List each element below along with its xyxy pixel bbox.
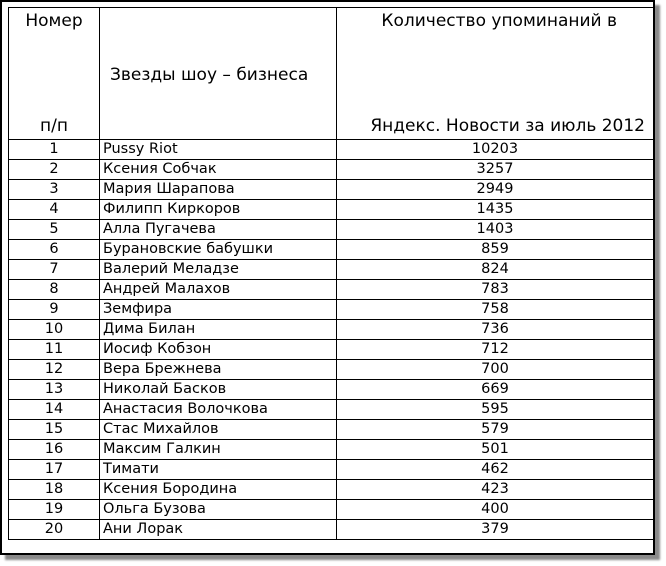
- table-row: [9, 260, 654, 280]
- mention-count: 10203: [337, 140, 654, 160]
- header-mentions-bottom: Яндекс. Новости за июль 2012: [370, 116, 645, 136]
- row-number: 20: [9, 520, 100, 540]
- header-row: [9, 8, 654, 140]
- table-row: [9, 440, 654, 460]
- header-stars: [100, 8, 337, 140]
- table-row: [9, 340, 654, 360]
- mention-count: 824: [337, 260, 654, 280]
- mention-count: 579: [337, 420, 654, 440]
- star-name: Земфира: [100, 300, 337, 320]
- table-row: [9, 360, 654, 380]
- mention-count: 783: [337, 280, 654, 300]
- row-number: 4: [9, 200, 100, 220]
- table-row: [9, 400, 654, 420]
- table-row: [9, 320, 654, 340]
- row-number: 14: [9, 400, 100, 420]
- row-number: 1: [9, 140, 100, 160]
- table-row: [9, 460, 654, 480]
- star-name: Ани Лорак: [100, 520, 337, 540]
- row-number: 7: [9, 260, 100, 280]
- mention-count: 669: [337, 380, 654, 400]
- row-number: 11: [9, 340, 100, 360]
- row-number: 10: [9, 320, 100, 340]
- mention-count: 379: [337, 520, 654, 540]
- star-name: Вера Брежнева: [100, 360, 337, 380]
- header-mentions-top: Количество упоминаний в: [381, 11, 617, 31]
- header-mentions: [337, 8, 654, 140]
- table-row: [9, 520, 654, 540]
- table-row: [9, 140, 654, 160]
- mention-count: 2949: [337, 180, 654, 200]
- row-number: 16: [9, 440, 100, 460]
- mention-count: 462: [337, 460, 654, 480]
- mention-count: 859: [337, 240, 654, 260]
- header-number-bottom: п/п: [40, 116, 68, 136]
- header-stars-label: Звезды шоу – бизнеса: [110, 65, 309, 85]
- star-name: Ольга Бузова: [100, 500, 337, 520]
- mention-count: 1435: [337, 200, 654, 220]
- star-name: Мария Шарапова: [100, 180, 337, 200]
- header-number-top: Номер: [25, 11, 83, 31]
- table-row: [9, 420, 654, 440]
- star-name: Алла Пугачева: [100, 220, 337, 240]
- table-row: [9, 160, 654, 180]
- mention-count: 700: [337, 360, 654, 380]
- mention-count: 423: [337, 480, 654, 500]
- star-name: Бурановские бабушки: [100, 240, 337, 260]
- row-number: 2: [9, 160, 100, 180]
- mention-count: 400: [337, 500, 654, 520]
- table-row: [9, 500, 654, 520]
- star-name: Андрей Малахов: [100, 280, 337, 300]
- star-name: Дима Билан: [100, 320, 337, 340]
- star-name: Николай Басков: [100, 380, 337, 400]
- table-row: [9, 480, 654, 500]
- star-name: Стас Михайлов: [100, 420, 337, 440]
- mention-count: 758: [337, 300, 654, 320]
- mentions-table: [8, 7, 654, 540]
- mention-count: 501: [337, 440, 654, 460]
- row-number: 19: [9, 500, 100, 520]
- row-number: 6: [9, 240, 100, 260]
- table-row: [9, 180, 654, 200]
- table-row: [9, 280, 654, 300]
- table-row: [9, 300, 654, 320]
- mention-count: 736: [337, 320, 654, 340]
- star-name: Валерий Меладзе: [100, 260, 337, 280]
- mention-count: 3257: [337, 160, 654, 180]
- row-number: 18: [9, 480, 100, 500]
- row-number: 17: [9, 460, 100, 480]
- row-number: 12: [9, 360, 100, 380]
- row-number: 9: [9, 300, 100, 320]
- star-name: Pussy Riot: [100, 140, 337, 160]
- row-number: 8: [9, 280, 100, 300]
- star-name: Филипп Киркоров: [100, 200, 337, 220]
- table-body: [9, 140, 654, 540]
- star-name: Максим Галкин: [100, 440, 337, 460]
- mention-count: 712: [337, 340, 654, 360]
- star-name: Иосиф Кобзон: [100, 340, 337, 360]
- table-row: [9, 220, 654, 240]
- table-row: [9, 380, 654, 400]
- row-number: 5: [9, 220, 100, 240]
- mention-count: 595: [337, 400, 654, 420]
- table-header: [9, 8, 654, 140]
- star-name: Ксения Собчак: [100, 160, 337, 180]
- mention-count: 1403: [337, 220, 654, 240]
- header-number: [9, 8, 100, 140]
- table-row: [9, 240, 654, 260]
- star-name: Ксения Бородина: [100, 480, 337, 500]
- row-number: 15: [9, 420, 100, 440]
- star-name: Анастасия Волочкова: [100, 400, 337, 420]
- row-number: 3: [9, 180, 100, 200]
- star-name: Тимати: [100, 460, 337, 480]
- row-number: 13: [9, 380, 100, 400]
- table-row: [9, 200, 654, 220]
